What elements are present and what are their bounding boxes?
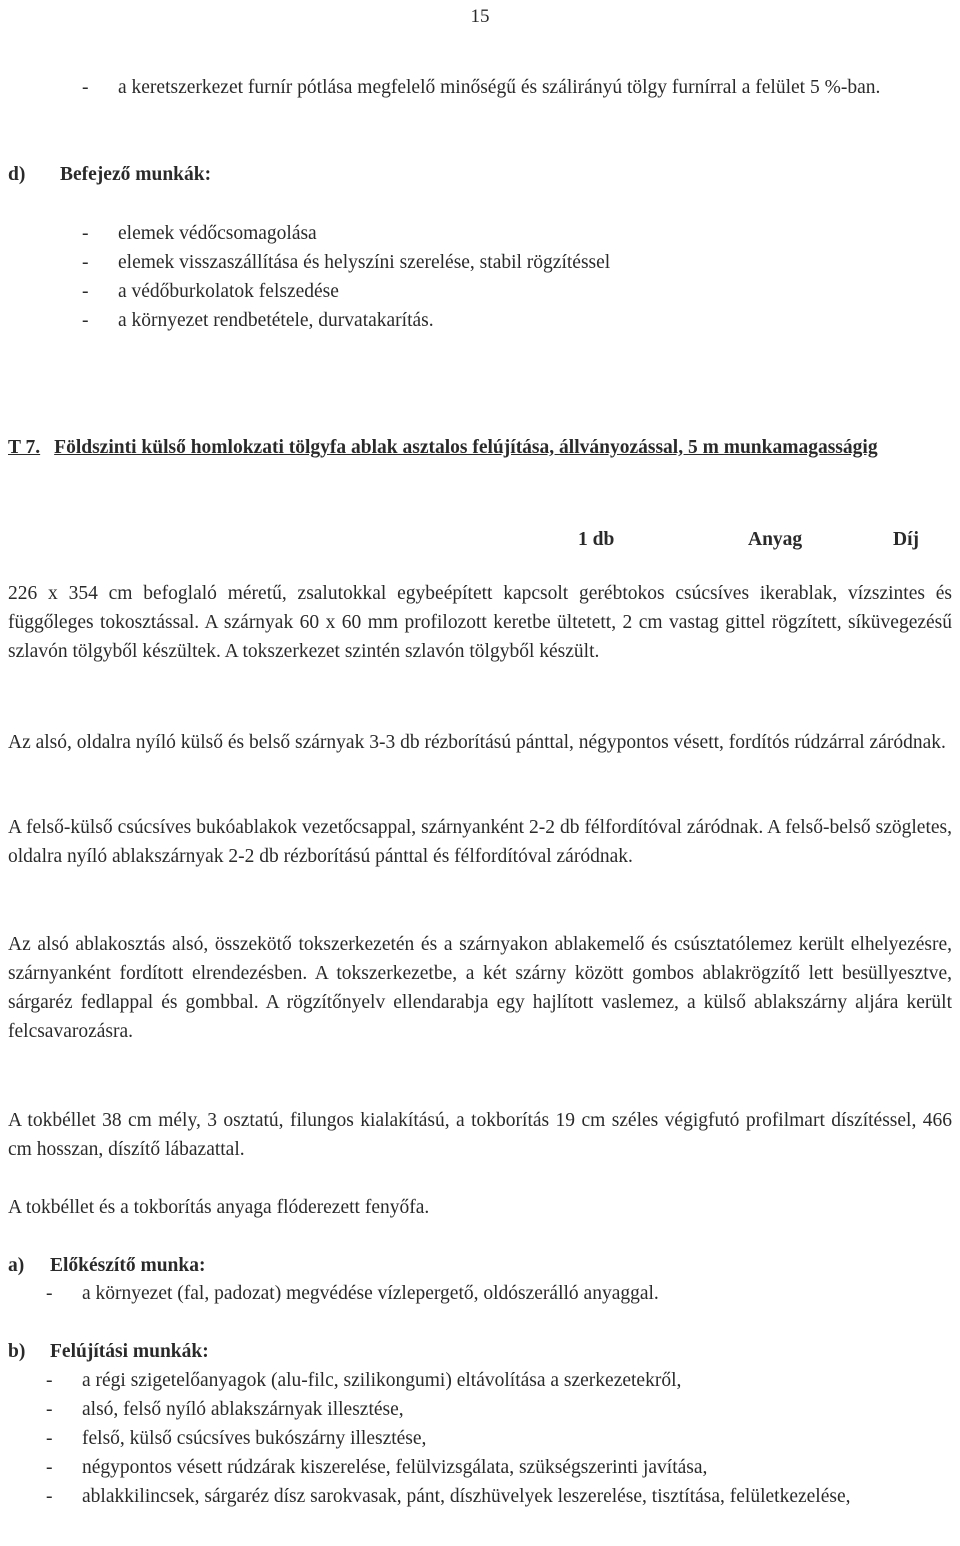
paragraph: Az alsó, oldalra nyíló külső és belső szárnyak 3-3 db rézborítású pánttal, négypontos vésett, fordítós rúdzárral záródnak. <box>8 732 946 753</box>
section-d-heading <box>8 160 952 189</box>
intro-bullet-list <box>82 73 952 102</box>
list-item: - a környezet (fal, padozat) megvédése vízlepergető, oldószerálló anyaggal. <box>46 1283 659 1304</box>
paragraph: Az alsó ablakosztás alsó, összekötő tokszerkezetén és a szárnyakon ablakemelő és csúsztatólemez került elhelyezésre, szárnyanként fordított elrendezésben. A tokszerkezetbe, a két szárny között gombos ablakrögzítő lett besüllyesztve, sárgaréz fedlappal és gombbal. A rögzítőnyelv ellendarabja egy hajlított vaslemez, a külső ablakszárny aljára került felcsavarozásra. <box>8 934 952 1042</box>
item-title <box>8 433 952 462</box>
list-item: - a védőburkolatok felszedése <box>82 281 339 302</box>
paragraph: A felső-külső csúcsíves bukóablakok vezetőcsappal, szárnyanként 2-2 db félfordítóval záródnak. A felső-belső szögletes, oldalra nyíló ablakszárnyak 2-2 db rézborítású pánttal és félfordítóval záródnak. <box>8 817 952 867</box>
section-a-heading <box>8 1251 952 1280</box>
list-item: - ablakkilincsek, sárgaréz dísz sarokvasak, pánt, díszhüvelyek leszerelése, tisztítása, felületkezelése, <box>46 1486 851 1507</box>
section-marker: a) <box>8 1255 25 1276</box>
fee-label: Díj <box>893 529 919 550</box>
section-title: Előkészítő munka: <box>50 1255 206 1276</box>
paragraph: A tokbéllet és a tokborítás anyaga flóderezett fenyőfa. <box>8 1197 430 1218</box>
list-item: - a környezet rendbetétele, durvatakarítás. <box>82 310 434 331</box>
section-b-list <box>46 1366 952 1511</box>
section-title: Befejező munkák: <box>60 164 212 185</box>
item-title-text: Földszinti külső homlokzati tölgyfa ablak asztalos felújítása, állványozással, 5 m munkamagasságig <box>54 437 878 458</box>
list-item: - a régi szigetelőanyagok (alu-filc, szilikongumi) eltávolítása a szerkezetekről, <box>46 1370 682 1391</box>
list-item: - felső, külső csúcsíves bukószárny illesztése, <box>46 1428 427 1449</box>
paragraph: 226 x 354 cm befoglaló méretű, zsalutokkal egybeépített kapcsolt gerébtokos csúcsíves ikerablak, vízszintes és függőleges tokosztással. A szárnyak 60 x 60 mm profilozott keretbe ültetett, 2 cm vastag gittel rögzített, síküvegezésű szlavón tölgyből készültek. A tokszerkezet szintén szlavón tölgyből készült. <box>8 583 952 662</box>
paragraph: A tokbéllet 38 cm mély, 3 osztatú, filungos kialakítású, a tokborítás 19 cm széles végigfutó profilmart díszítéssel, 466 cm hosszan, díszítő lábazattal. <box>8 1110 952 1160</box>
section-marker: d) <box>8 164 26 185</box>
section-d-list <box>82 219 952 335</box>
list-item: - négypontos vésett rúdzárak kiszerelése, felülvizsgálata, szükségszerinti javítása, <box>46 1457 708 1478</box>
list-item: - alsó, felső nyíló ablakszárnyak illesztése, <box>46 1399 404 1420</box>
section-marker: b) <box>8 1341 26 1362</box>
list-item: - a keretszerkezet furnír pótlása megfelelő minőségű és szálirányú tölgy furnírral a felület 5 %-ban. <box>82 77 881 98</box>
list-item: - elemek védőcsomagolása <box>82 223 317 244</box>
section-title: Felújítási munkák: <box>50 1341 209 1362</box>
quantity-label: 1 db <box>578 529 615 550</box>
section-b-heading <box>8 1337 952 1366</box>
column-headers <box>0 525 960 554</box>
material-label: Anyag <box>748 529 803 550</box>
item-code: T 7. <box>8 437 41 458</box>
list-item: - elemek visszaszállítása és helyszíni szerelése, stabil rögzítéssel <box>82 252 611 273</box>
page-number: 15 <box>470 6 490 27</box>
section-a-list <box>46 1279 952 1308</box>
